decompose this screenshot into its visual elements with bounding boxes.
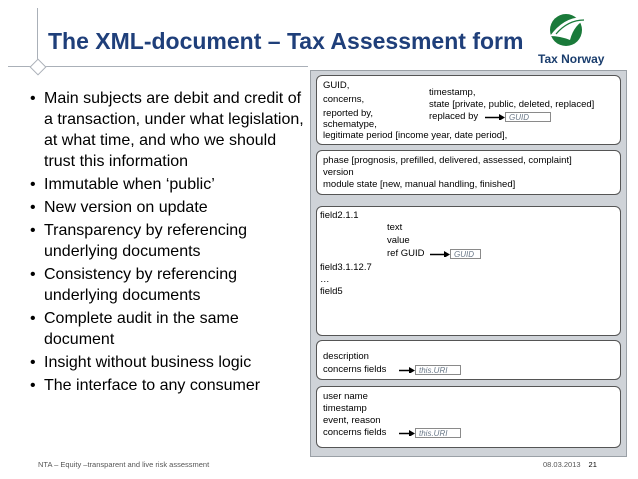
page-number: 21 [588, 460, 597, 469]
footer-text: NTA – Equity –transparent and live risk assessment [38, 460, 210, 469]
arrow-icon [399, 367, 415, 373]
timestamp-label: timestamp, [429, 87, 476, 98]
timestamp-label: timestamp [323, 403, 367, 414]
fields-frame [316, 206, 621, 336]
header-frame [316, 75, 621, 145]
field-label: field3.1.12.7 [320, 262, 372, 273]
phase-label: phase [prognosis, prefilled, delivered, assessed, complaint] [323, 155, 572, 166]
field-label: field2.1.1 [320, 210, 359, 221]
bullet-item: • Complete audit in the same document [30, 308, 305, 350]
footer-meta [543, 460, 597, 469]
bullet-item: • Main subjects are debit and credit of a transaction, under what legislation, at what time, and who we should trust this information [30, 88, 305, 172]
replaced-by-label: replaced by [429, 111, 479, 122]
schematype-label: schematype, [323, 119, 377, 130]
arrow-icon [399, 430, 415, 436]
audit-frame [316, 386, 621, 448]
guid-label: GUID, [323, 80, 350, 91]
tax-norway-leaf-logo-icon [544, 10, 592, 50]
module-state-label: module state [new, manual handling, finished] [323, 179, 516, 190]
phase-frame [316, 150, 621, 195]
guid-tag: GUID [450, 249, 481, 259]
xml-document-diagram [310, 70, 627, 457]
decorative-marker [30, 59, 47, 76]
reported-by-label: reported by, [323, 108, 373, 119]
user-name-label: user name [323, 391, 368, 402]
state-label: state [private, public, deleted, replaced] [429, 99, 595, 110]
bullet-item: • Insight without business logic [30, 352, 305, 373]
tax-norway-logo [538, 10, 630, 66]
version-label: version [323, 167, 354, 178]
concerns-fields-label: concerns fields [323, 427, 387, 438]
text-label: text [387, 222, 403, 233]
value-label: value [387, 235, 410, 246]
slide-title: The XML-document – Tax Assessment form [48, 28, 524, 54]
decorative-line-horizontal [8, 66, 308, 67]
concerns-label: concerns, [323, 94, 365, 105]
legitimate-period-label: legitimate period [income year, date period], [323, 130, 508, 141]
ellipsis-label: … [320, 274, 330, 285]
arrow-icon [485, 114, 505, 120]
bullet-item: • Transparency by referencing underlying documents [30, 220, 305, 262]
description-label: description [323, 351, 369, 362]
bullet-item: • New version on update [30, 197, 305, 218]
concerns-fields-label: concerns fields [323, 364, 387, 375]
uri-tag: this.URI [415, 428, 461, 438]
ref-guid-label: ref GUID [387, 248, 425, 259]
footer-date: 08.03.2013 [543, 460, 581, 469]
bullet-item: • Immutable when ‘public’ [30, 174, 305, 195]
bullet-list [30, 88, 305, 398]
bullet-item: • The interface to any consumer [30, 375, 305, 396]
description-frame [316, 340, 621, 380]
guid-tag: GUID [505, 112, 551, 122]
field-label: field5 [320, 286, 343, 297]
event-reason-label: event, reason [323, 415, 381, 426]
uri-tag: this.URI [415, 365, 461, 375]
logo-text: Tax Norway [538, 52, 605, 66]
bullet-item: • Consistency by referencing underlying documents [30, 264, 305, 306]
arrow-icon [430, 251, 450, 257]
